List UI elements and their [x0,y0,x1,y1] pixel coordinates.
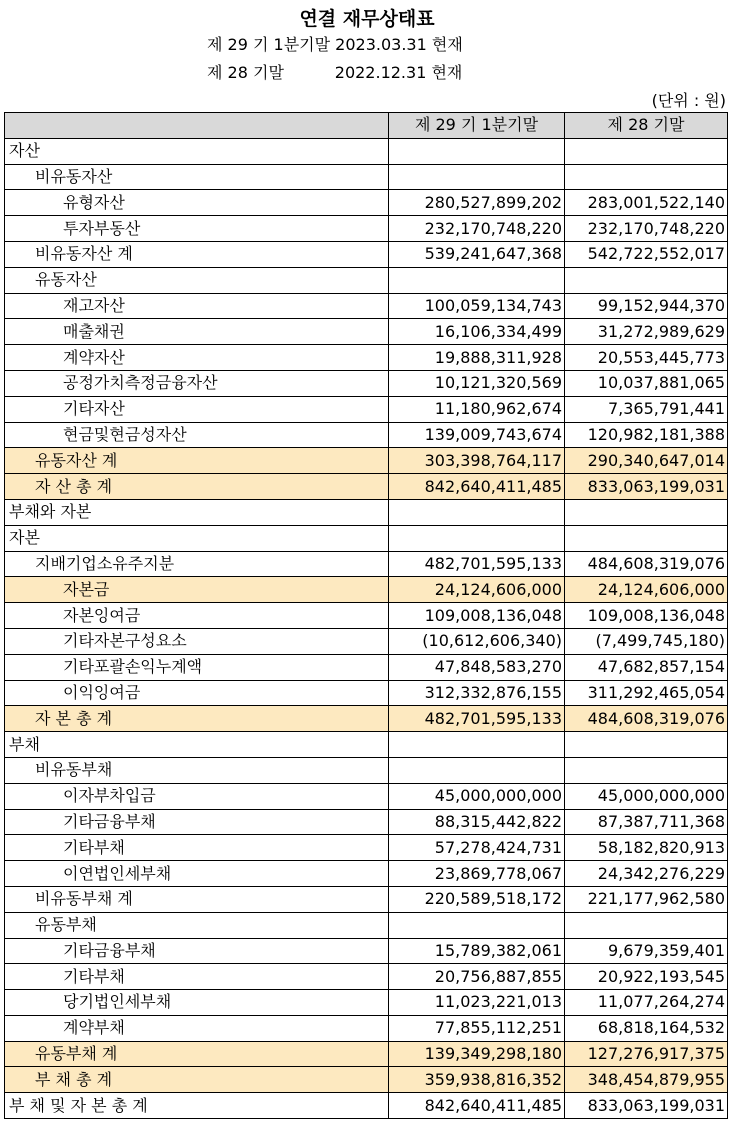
current-period-value: 842,640,411,485 [389,474,565,500]
current-period-value: 303,398,764,117 [389,448,565,474]
account-name: 유동부채 계 [5,1041,389,1067]
current-period-value [389,525,565,551]
header-prior-period: 제 28 기말 [565,113,728,139]
table-body [5,138,728,1118]
table-row [5,1015,728,1041]
table-row [5,886,728,912]
account-name: 부채와 자본 [5,499,389,525]
prior-period-value [565,499,728,525]
table-row [5,912,728,938]
prior-period-value: 221,177,962,580 [565,886,728,912]
current-period-value [389,757,565,783]
table-row [5,861,728,887]
table-row [5,757,728,783]
account-name: 비유동부채 계 [5,886,389,912]
prior-period-value [565,912,728,938]
table-row [5,1067,728,1093]
account-name: 계약자산 [5,345,389,371]
current-period-value: 482,701,595,133 [389,551,565,577]
account-name: 유형자산 [5,190,389,216]
table-row [5,241,728,267]
account-name: 이자부차입금 [5,783,389,809]
table-row [5,783,728,809]
account-name: 이연법인세부채 [5,861,389,887]
account-name: 유동자산 [5,267,389,293]
table-row [5,577,728,603]
statement-title: 연결 재무상태표 [299,8,435,30]
prior-period-value: 833,063,199,031 [565,474,728,500]
table-row [5,499,728,525]
current-period-value: 77,855,112,251 [389,1015,565,1041]
prior-period-value: 311,292,465,054 [565,680,728,706]
prior-period-value: 833,063,199,031 [565,1093,728,1119]
table-row [5,706,728,732]
prior-period-value: 109,008,136,048 [565,603,728,629]
account-name: 투자부동산 [5,216,389,242]
account-name: 당기법인세부채 [5,990,389,1016]
account-name: 자 산 총 계 [5,474,389,500]
table-row [5,809,728,835]
table-row [5,345,728,371]
account-name: 기타포괄손익누계액 [5,654,389,680]
account-name: 기타부채 [5,964,389,990]
account-name: 부채 [5,732,389,758]
current-period-value: 220,589,518,172 [389,886,565,912]
header-account [5,113,389,139]
prior-period-value [565,138,728,164]
table-row [5,216,728,242]
prior-period-value: 99,152,944,370 [565,293,728,319]
account-name: 공정가치측정금융자산 [5,370,389,396]
prior-period-value: 484,608,319,076 [565,551,728,577]
account-name: 계약부채 [5,1015,389,1041]
prior-period-value: 9,679,359,401 [565,938,728,964]
current-period-value: 109,008,136,048 [389,603,565,629]
prior-period-value: 348,454,879,955 [565,1067,728,1093]
period-prior: 제 28 기말 2022.12.31 현재 [207,63,463,82]
prior-period-value [565,164,728,190]
prior-period-value: 47,682,857,154 [565,654,728,680]
current-period-value: 15,789,382,061 [389,938,565,964]
account-name: 부 채 총 계 [5,1067,389,1093]
current-period-value [389,732,565,758]
table-row [5,319,728,345]
prior-period-value: 7,365,791,441 [565,396,728,422]
prior-period-value: 24,124,606,000 [565,577,728,603]
prior-period-value: 11,077,264,274 [565,990,728,1016]
table-row [5,422,728,448]
prior-period-value: (7,499,745,180) [565,628,728,654]
current-period-value: 19,888,311,928 [389,345,565,371]
current-period-value: 11,023,221,013 [389,990,565,1016]
current-period-value: 280,527,899,202 [389,190,565,216]
table-row [5,680,728,706]
current-period-value: 100,059,134,743 [389,293,565,319]
current-period-value: 11,180,962,674 [389,396,565,422]
current-period-value [389,164,565,190]
current-period-value: 359,938,816,352 [389,1067,565,1093]
current-period-value: 10,121,320,569 [389,370,565,396]
table-row [5,293,728,319]
account-name: 현금및현금성자산 [5,422,389,448]
prior-period-value: 58,182,820,913 [565,835,728,861]
table-row [5,138,728,164]
prior-period-value: 127,276,917,375 [565,1041,728,1067]
account-name: 이익잉여금 [5,680,389,706]
current-period-value: 16,106,334,499 [389,319,565,345]
header-current-period: 제 29 기 1분기말 [389,113,565,139]
table-row [5,1093,728,1119]
current-period-value: 45,000,000,000 [389,783,565,809]
prior-period-value: 20,922,193,545 [565,964,728,990]
account-name: 기타자산 [5,396,389,422]
current-period-value [389,499,565,525]
table-row [5,448,728,474]
table-row [5,551,728,577]
unit-label: (단위 : 원) [651,91,726,110]
current-period-value: 23,869,778,067 [389,861,565,887]
account-name: 자본 [5,525,389,551]
prior-period-value: 542,722,552,017 [565,241,728,267]
account-name: 재고자산 [5,293,389,319]
table-row [5,628,728,654]
current-period-value: 482,701,595,133 [389,706,565,732]
table-row [5,370,728,396]
prior-period-value: 232,170,748,220 [565,216,728,242]
prior-period-value [565,525,728,551]
current-period-value: 312,332,876,155 [389,680,565,706]
prior-period-value: 120,982,181,388 [565,422,728,448]
account-name: 자본잉여금 [5,603,389,629]
current-period-value: 57,278,424,731 [389,835,565,861]
current-period-value: 139,349,298,180 [389,1041,565,1067]
current-period-value: 20,756,887,855 [389,964,565,990]
current-period-value: 24,124,606,000 [389,577,565,603]
table-row [5,1041,728,1067]
prior-period-value: 10,037,881,065 [565,370,728,396]
prior-period-value: 45,000,000,000 [565,783,728,809]
prior-period-value: 20,553,445,773 [565,345,728,371]
table-row [5,964,728,990]
table-row [5,654,728,680]
current-period-value [389,138,565,164]
table-header-row [5,113,728,139]
current-period-value: (10,612,606,340) [389,628,565,654]
account-name: 자산 [5,138,389,164]
prior-period-value: 87,387,711,368 [565,809,728,835]
account-name: 비유동자산 계 [5,241,389,267]
period-current: 제 29 기 1분기말 2023.03.31 현재 [207,35,463,54]
table-row [5,474,728,500]
current-period-value: 539,241,647,368 [389,241,565,267]
current-period-value: 232,170,748,220 [389,216,565,242]
account-name: 자 본 총 계 [5,706,389,732]
prior-period-value: 31,272,989,629 [565,319,728,345]
prior-period-value: 290,340,647,014 [565,448,728,474]
prior-period-value: 283,001,522,140 [565,190,728,216]
prior-period-value [565,732,728,758]
account-name: 유동자산 계 [5,448,389,474]
current-period-value [389,912,565,938]
account-name: 부 채 및 자 본 총 계 [5,1093,389,1119]
table-row [5,603,728,629]
table-row [5,732,728,758]
prior-period-value: 24,342,276,229 [565,861,728,887]
prior-period-value: 484,608,319,076 [565,706,728,732]
account-name: 매출채권 [5,319,389,345]
account-name: 기타부채 [5,835,389,861]
table-row [5,525,728,551]
current-period-value: 139,009,743,674 [389,422,565,448]
table-row [5,164,728,190]
current-period-value [389,267,565,293]
table-row [5,190,728,216]
prior-period-value [565,757,728,783]
account-name: 비유동자산 [5,164,389,190]
balance-sheet-table [4,112,728,1119]
account-name: 자본금 [5,577,389,603]
account-name: 기타금융부채 [5,809,389,835]
current-period-value: 88,315,442,822 [389,809,565,835]
table-row [5,990,728,1016]
account-name: 지배기업소유주지분 [5,551,389,577]
current-period-value: 47,848,583,270 [389,654,565,680]
table-row [5,938,728,964]
prior-period-value: 68,818,164,532 [565,1015,728,1041]
table-row [5,396,728,422]
account-name: 기타금융부채 [5,938,389,964]
account-name: 기타자본구성요소 [5,628,389,654]
prior-period-value [565,267,728,293]
account-name: 유동부채 [5,912,389,938]
table-row [5,835,728,861]
table-row [5,267,728,293]
current-period-value: 842,640,411,485 [389,1093,565,1119]
account-name: 비유동부채 [5,757,389,783]
